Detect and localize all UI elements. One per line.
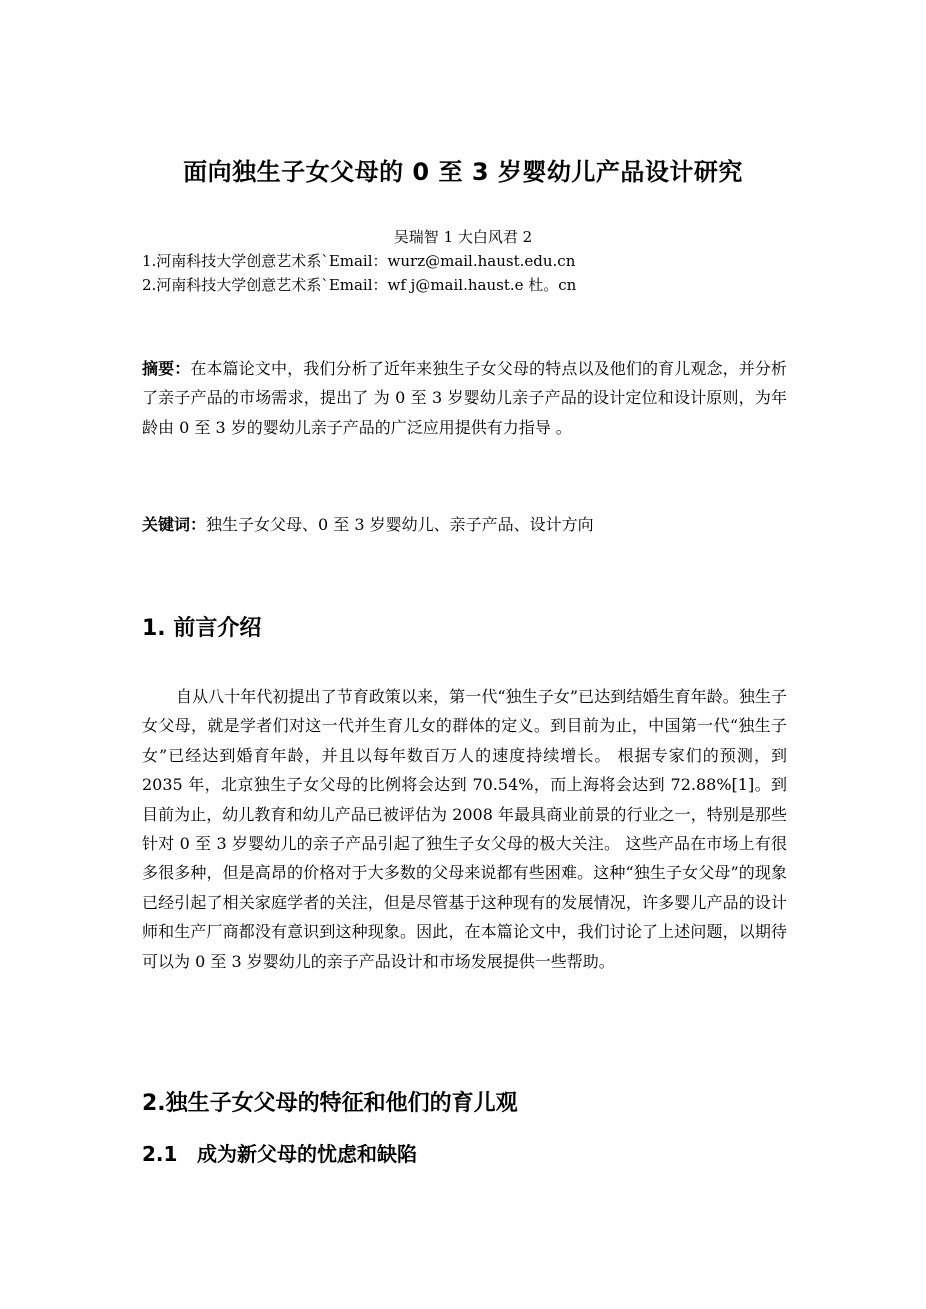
subsection-number: 2.1: [142, 1142, 178, 1166]
abstract: [142, 354, 787, 442]
affiliation-1: 1.河南科技大学创意艺术系`Email：wurz@mail.haust.edu.cn: [142, 252, 576, 270]
author-line: 吴瑞智 1 大白风君 2: [393, 228, 533, 246]
section-2-heading: 2.独生子女父母的特征和他们的育儿观: [142, 1091, 518, 1116]
keywords-label: 关键词：: [142, 515, 207, 534]
abstract-label: 摘要：: [142, 359, 191, 378]
affiliation-2: 2.河南科技大学创意艺术系`Email：wf j@mail.haust.e 杜。cn: [142, 276, 577, 294]
subsection-2-1-heading: [142, 1138, 417, 1167]
keywords: [142, 510, 787, 539]
section-1-heading: 1. 前言介绍: [142, 616, 262, 641]
abstract-text: 在本篇论文中，我们分析了近年来独生子女父母的特点以及他们的育儿观念，并分析了亲子产品的市场需求，提出了 为 0 至 3 岁婴幼儿亲子产品的设计定位和设计原则，为年龄由 0 至 3 岁的婴幼儿亲子产品的广泛应用提供有力指导 。: [142, 359, 787, 437]
paper-title: 面向独生子女父母的 0 至 3 岁婴幼儿产品设计研究: [183, 158, 743, 186]
keywords-text: 独生子女父母、0 至 3 岁婴幼儿、亲子产品、设计方向: [206, 515, 594, 534]
section-1-body: 自从八十年代初提出了节育政策以来，第一代“独生子女”已达到结婚生育年龄。独生子女父母，就是学者们对这一代并生育儿女的群体的定义。到目前为止，中国第一代“独生子女”已经达到婚育年龄，并且以每年数百万人的速度持续增长。 根据专家们的预测，到 2035 年，北京独生子女父母的比例将会达到 70.54%，而上海将会达到 72.88%[1]。到目前为止，幼儿教育和幼儿产品已被评估为 2008 年最具商业前景的行业之一，特别是那些针对 0 至 3 岁婴幼儿的亲子产品引起了独生子女父母的极大关注。 这些产品在市场上有很多很多种，但是高昂的价格对于大多数的父母来说都有些困难。这种“独生子女父母”的现象已经引起了相关家庭学者的关注，但是尽管基于这种现有的发展情况，许多婴儿产品的设计师和生产厂商都没有意识到这种现象。因此，在本篇论文中，我们讨论了上述问题，以期待可以为 0 至 3 岁婴幼儿的亲子产品设计和市场发展提供一些帮助。: [142, 687, 787, 971]
subsection-title: 成为新父母的忧虑和缺陷: [197, 1142, 417, 1166]
